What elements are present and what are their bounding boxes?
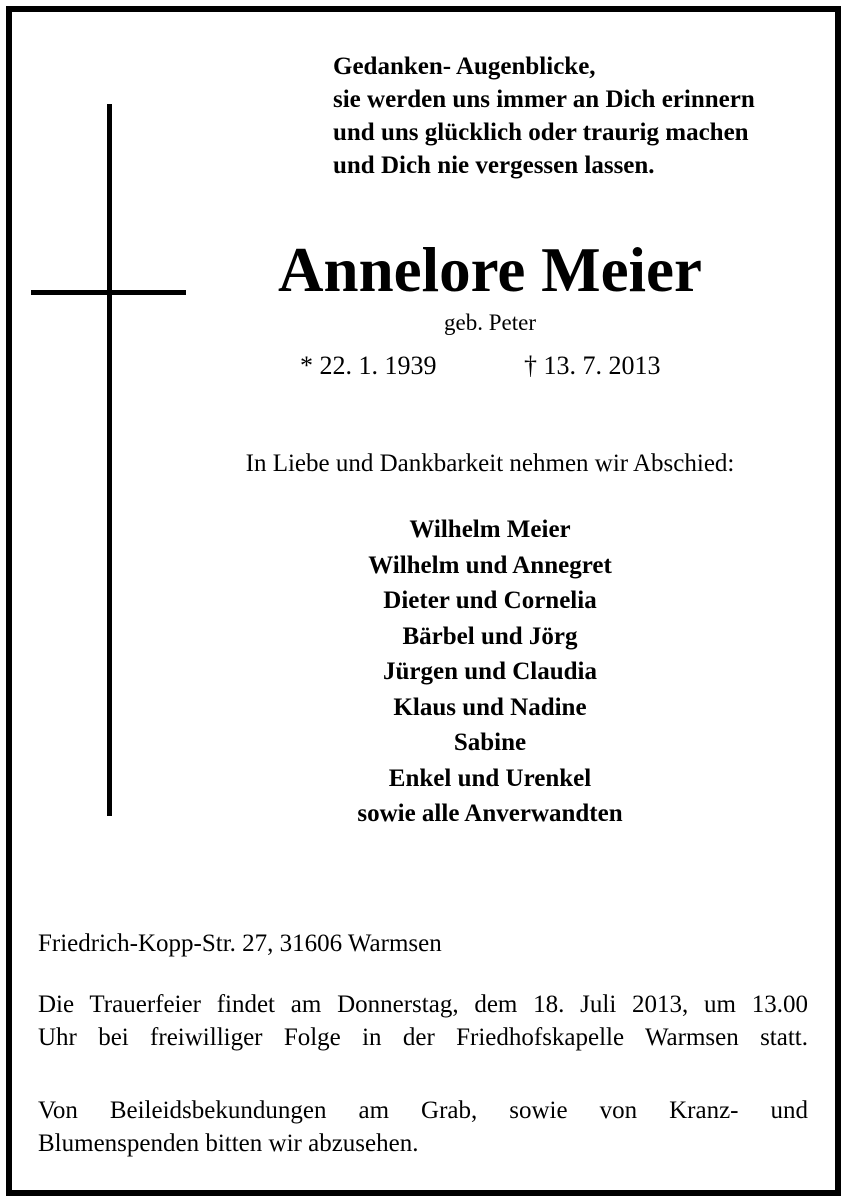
poem-line: und uns glücklich oder traurig machen [333,119,749,146]
poem-verse [333,50,813,182]
family-address: Friedrich-Kopp-Str. 27, 31606 Warmsen [38,930,442,957]
poem-line: Gedanken- Augenblicke, [333,53,596,80]
mourner-entry: Jürgen und Claudia [383,658,597,685]
farewell-statement: In Liebe und Dankbarkeit nehmen wir Abschied: [245,450,735,477]
maiden-name: geb. Peter [444,310,536,335]
life-dates [190,348,790,384]
mourner-entry: Sabine [453,729,527,756]
mourner-entry: Bärbel und Jörg [402,622,578,650]
deceased-name: Annelore Meier [278,235,702,305]
service-line: Die Trauerfeier findet am Donnerstag, dem 18. Juli 2013, um 13.00 [38,991,808,1018]
mourner-entry: Enkel und Urenkel [388,764,592,792]
poem-line: und Dich nie vergessen lassen. [333,152,655,179]
cross-icon-vertical-bar [107,104,112,816]
mourner-entry: Dieter und Cornelia [383,587,597,614]
poem-line: sie werden uns immer an Dich erinnern [333,86,755,113]
funeral-service-notice [38,988,808,1054]
mourner-entry: sowie alle Anverwandten [357,800,623,827]
condolence-notice [38,1094,808,1160]
mourners-list [190,512,790,832]
condolence-line: Von Beileidsbekundungen am Grab, sowie von Kranz- und [38,1097,808,1124]
cross-icon-horizontal-bar [31,290,186,295]
condolence-line: Blumenspenden bitten wir abzusehen. [38,1130,419,1157]
mourner-entry: Wilhelm und Annegret [368,551,612,579]
death-date: † 13. 7. 2013 [524,351,661,380]
service-line: Uhr bei freiwilliger Folge in der Friedhofskapelle Warmsen statt. [38,1024,808,1051]
birth-date: * 22. 1. 1939 [300,351,437,380]
mourner-entry: Wilhelm Meier [409,516,571,543]
mourner-entry: Klaus und Nadine [393,693,587,721]
